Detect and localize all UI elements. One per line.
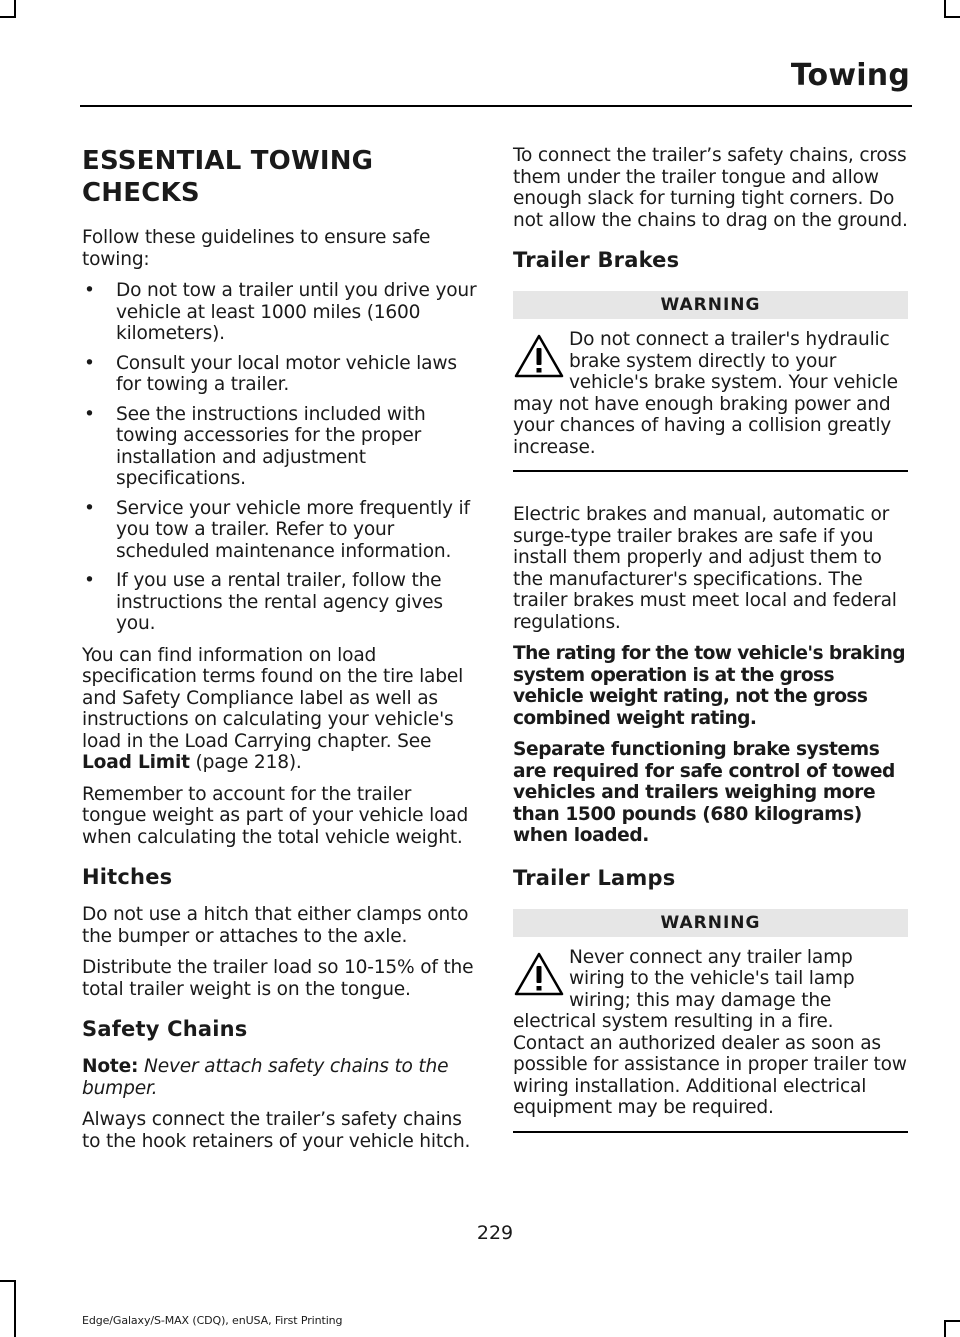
- list-item: [82, 404, 477, 490]
- list-item-text: See the instructions included with towing accessories for the proper installation and adjustment specifications.: [116, 403, 426, 489]
- safety-chains-paragraph-2: To connect the trailer’s safety chains, cross them under the trailer tongue and allow enough slack for turning tight corners. Do not allow the chains to drag on the ground.: [513, 145, 908, 231]
- trailer-brakes-heading: Trailer Brakes: [513, 248, 680, 272]
- note-text: Never attach safety chains to the bumper.: [82, 1056, 449, 1099]
- warning-triangle-icon: [513, 333, 565, 379]
- list-item: [82, 570, 477, 635]
- bullet-glyph: •: [84, 570, 95, 591]
- list-item-text: Consult your local motor vehicle laws for towing a trailer.: [116, 352, 457, 395]
- page-number: 229: [476, 1222, 514, 1244]
- load-info-text: You can find information on load specification terms found on the tire label and Safety Compliance label as well as instructions on calculating your vehicle's load in the Load Carrying chapter. See: [82, 644, 464, 752]
- header-rule: [80, 105, 912, 107]
- crop-mark-top-left-h: [0, 16, 16, 18]
- lamps-warning-box: [513, 947, 908, 1133]
- essential-towing-checks-heading: ESSENTIAL TOWING CHECKS: [82, 146, 374, 208]
- list-item: [82, 498, 477, 563]
- section-title: Towing: [790, 58, 910, 93]
- hitches-heading: Hitches: [82, 865, 173, 889]
- list-item-text: Service your vehicle more frequently if you tow a trailer. Refer to your scheduled maintenance information.: [116, 497, 470, 562]
- list-item: [82, 280, 477, 345]
- safety-chains-note: [82, 1056, 477, 1099]
- list-item-text: If you use a rental trailer, follow the instructions the rental agency gives you.: [116, 570, 443, 634]
- note-label: Note:: [82, 1056, 139, 1077]
- list-item-text: Do not tow a trailer until you drive your vehicle at least 1000 miles (1600 kilometers).: [116, 280, 477, 344]
- crop-mark-bottom-right: [944, 1320, 946, 1337]
- brakes-rating-paragraph: The rating for the tow vehicle's braking system operation is at the gross vehicle weight rating, not the gross combined weight rating.: [513, 643, 905, 729]
- crop-mark-top-right-h: [944, 16, 960, 18]
- trailer-lamps-heading: Trailer Lamps: [513, 865, 676, 890]
- brakes-warning-box: [513, 329, 908, 472]
- right-column: [513, 145, 908, 1165]
- safety-chains-heading: Safety Chains: [82, 1017, 248, 1041]
- bullet-glyph: •: [84, 280, 95, 301]
- hitches-paragraph-2: Distribute the trailer load so 10-15% of the total trailer weight is on the tongue.: [82, 957, 474, 1000]
- intro-paragraph: Follow these guidelines to ensure safe towing:: [82, 227, 431, 270]
- left-column: [82, 145, 477, 1162]
- brakes-warning-text: Do not connect a trailer's hydraulic brake system directly to your vehicle's brake system. Your vehicle may not have enough braking power and your chances of having a collision greatly increase.: [513, 329, 898, 458]
- towing-checklist: [82, 280, 477, 635]
- safety-chains-paragraph-1: Always connect the trailer’s safety chains to the hook retainers of your vehicle hitch.: [82, 1109, 471, 1152]
- list-item: [82, 353, 477, 396]
- crop-mark-bottom-right-h: [944, 1320, 960, 1322]
- hitches-paragraph-1: Do not use a hitch that either clamps onto the bumper or attaches to the axle.: [82, 904, 469, 947]
- brakes-paragraph-1: Electric brakes and manual, automatic or surge-type trailer brakes are safe if you install them properly and adjust them to the manufacturer's specifications. The trailer brakes must meet local and federal regulations.: [513, 504, 897, 633]
- bullet-glyph: •: [84, 497, 95, 519]
- warning-triangle-icon: [513, 951, 565, 997]
- crop-mark-bottom-left: [14, 1280, 16, 1337]
- load-info-paragraph: [82, 645, 477, 774]
- separate-brakes-paragraph: Separate functioning brake systems are required for safe control of towed vehicles and trailers weighing more than 1500 pounds (680 kilograms) when loaded.: [513, 739, 895, 846]
- warning-banner: WARNING: [513, 291, 908, 319]
- lamps-warning-text: Never connect any trailer lamp wiring to the vehicle's tail lamp wiring; this may damage the electrical system resulting in a fire. Contact an authorized dealer as soon as possible for assistance in proper trailer tow wiring installation. Additional electrical equipment may be required.: [513, 946, 907, 1118]
- warning-banner: WARNING: [513, 909, 908, 937]
- load-limit-link[interactable]: Load Limit: [82, 752, 190, 773]
- bullet-glyph: •: [84, 352, 95, 374]
- load-limit-page-ref: (page 218).: [195, 752, 302, 773]
- bullet-glyph: •: [84, 403, 95, 425]
- crop-mark-bottom-left-h: [0, 1280, 16, 1282]
- tongue-weight-paragraph: Remember to account for the trailer tongue weight as part of your vehicle load when calculating the total vehicle weight.: [82, 783, 469, 848]
- edition-footer: Edge/Galaxy/S-MAX (CDQ), enUSA, First Printing: [82, 1314, 343, 1327]
